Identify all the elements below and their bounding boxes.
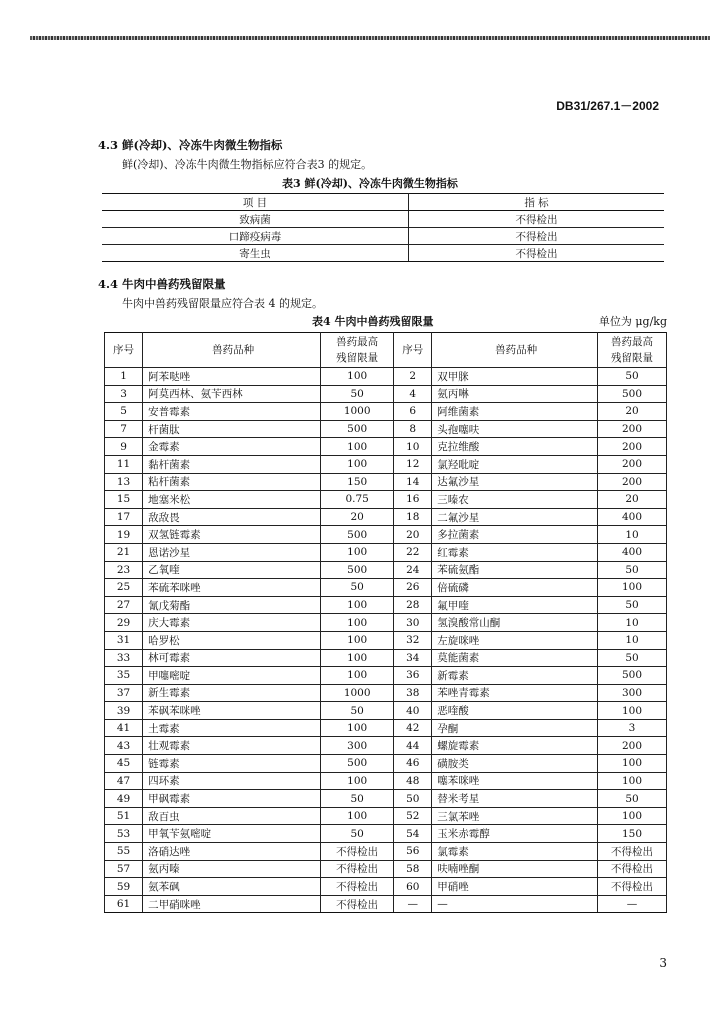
drug-no-left: 25 [105, 579, 143, 597]
drug-limit-right: 10 [598, 526, 667, 544]
table-row [105, 631, 667, 649]
drug-no-left: 3 [105, 385, 143, 403]
drug-limit-left: 50 [321, 790, 394, 808]
table-row [102, 245, 664, 262]
drug-limit-right: 50 [598, 649, 667, 667]
drug-no-right: 30 [394, 614, 432, 632]
drug-name-right: 新霉素 [432, 667, 598, 685]
drug-limit-left: 100 [321, 614, 394, 632]
table-row [105, 579, 667, 597]
drug-name-left: 庆大霉素 [143, 614, 321, 632]
drug-limit-right: 100 [598, 702, 667, 720]
drug-limit-right: 50 [598, 368, 667, 386]
drug-limit-right: 10 [598, 631, 667, 649]
drug-no-left: 53 [105, 825, 143, 843]
drug-no-right: 32 [394, 631, 432, 649]
drug-name-right: — [432, 895, 598, 913]
section-4-3-heading: 4.3 鲜(冷却)、冷冻牛肉微生物指标 [98, 138, 283, 152]
drug-limit-right: — [598, 895, 667, 913]
drug-no-right: 34 [394, 649, 432, 667]
drug-no-left: 31 [105, 631, 143, 649]
drug-name-left: 二甲硝咪唑 [143, 895, 321, 913]
drug-no-right: 60 [394, 878, 432, 896]
header-limit-left [321, 333, 394, 368]
header-name-right: 兽药品种 [432, 333, 598, 368]
drug-limit-left: 150 [321, 473, 394, 491]
drug-name-left: 双氢链霉素 [143, 526, 321, 544]
drug-no-right: 2 [394, 368, 432, 386]
drug-limit-right: 100 [598, 772, 667, 790]
drug-limit-right: 100 [598, 579, 667, 597]
drug-name-left: 恩诺沙星 [143, 543, 321, 561]
document-code: DB31/267.1－2002 [556, 99, 659, 113]
drug-limit-right: 300 [598, 684, 667, 702]
table3-caption: 表3 鲜(冷却)、冷冻牛肉微生物指标 [282, 177, 458, 190]
drug-name-right: 氯羟吡啶 [432, 455, 598, 473]
drug-no-left: 45 [105, 755, 143, 773]
drug-name-right: 左旋咪唑 [432, 631, 598, 649]
drug-limit-right: 100 [598, 755, 667, 773]
table-row [105, 420, 667, 438]
drug-name-left: 氨丙嗪 [143, 860, 321, 878]
drug-no-left: 5 [105, 403, 143, 421]
drug-limit-right: 不得检出 [598, 843, 667, 861]
table-row [105, 596, 667, 614]
drug-name-right: 螺旋霉素 [432, 737, 598, 755]
drug-name-left: 苯硫苯咪唑 [143, 579, 321, 597]
table-row [105, 772, 667, 790]
drug-name-right: 克拉维酸 [432, 438, 598, 456]
drug-name-right: 三氯苯唑 [432, 807, 598, 825]
header-limit-right [598, 333, 667, 368]
drug-limit-right: 50 [598, 790, 667, 808]
header-no-right: 序号 [394, 333, 432, 368]
drug-no-right: 4 [394, 385, 432, 403]
drug-limit-left: 100 [321, 772, 394, 790]
table-row [105, 526, 667, 544]
table3-col-item: 项 目 [102, 194, 409, 211]
drug-limit-right: 400 [598, 543, 667, 561]
table-row [105, 649, 667, 667]
drug-limit-right: 500 [598, 667, 667, 685]
table3 [102, 193, 664, 262]
drug-name-right: 噻苯咪唑 [432, 772, 598, 790]
drug-limit-left: 500 [321, 526, 394, 544]
drug-no-right: 16 [394, 491, 432, 509]
table-row [105, 508, 667, 526]
drug-limit-right: 500 [598, 385, 667, 403]
table-row [105, 614, 667, 632]
table-row [105, 878, 667, 896]
drug-name-right: 多拉菌素 [432, 526, 598, 544]
drug-name-right: 二氟沙星 [432, 508, 598, 526]
drug-limit-left: 300 [321, 737, 394, 755]
table4-unit: 单位为 μg/kg [598, 315, 667, 328]
drug-limit-right: 10 [598, 614, 667, 632]
drug-no-right: 36 [394, 667, 432, 685]
drug-limit-left: 不得检出 [321, 860, 394, 878]
drug-limit-right: 150 [598, 825, 667, 843]
drug-limit-right: 50 [598, 596, 667, 614]
table-row [105, 755, 667, 773]
drug-no-right: 20 [394, 526, 432, 544]
table-row [105, 385, 667, 403]
table-row [105, 737, 667, 755]
drug-name-right: 双甲脒 [432, 368, 598, 386]
drug-name-left: 壮观霉素 [143, 737, 321, 755]
table-row [105, 684, 667, 702]
drug-name-left: 四环素 [143, 772, 321, 790]
drug-name-right: 头孢噻呋 [432, 420, 598, 438]
drug-limit-left: 100 [321, 455, 394, 473]
drug-no-right: 54 [394, 825, 432, 843]
drug-name-left: 敌百虫 [143, 807, 321, 825]
drug-name-left: 黏杆菌素 [143, 455, 321, 473]
table4-header-row [105, 333, 667, 368]
drug-name-left: 杆菌肽 [143, 420, 321, 438]
drug-name-left: 阿莫西林、氨苄西林 [143, 385, 321, 403]
drug-no-right: 14 [394, 473, 432, 491]
drug-name-left: 甲氧苄氨嘧啶 [143, 825, 321, 843]
drug-limit-right: 200 [598, 455, 667, 473]
drug-limit-right: 100 [598, 807, 667, 825]
drug-name-right: 苯唑青霉素 [432, 684, 598, 702]
table-row [105, 667, 667, 685]
header-limit-right-line2: 残留限量 [611, 352, 653, 364]
drug-name-left: 林可霉素 [143, 649, 321, 667]
drug-limit-left: 不得检出 [321, 878, 394, 896]
drug-limit-left: 20 [321, 508, 394, 526]
drug-no-left: 27 [105, 596, 143, 614]
drug-limit-right: 20 [598, 491, 667, 509]
drug-no-left: 59 [105, 878, 143, 896]
drug-no-right: 40 [394, 702, 432, 720]
header-limit-left-line1: 兽药最高 [336, 336, 379, 348]
drug-no-left: 11 [105, 455, 143, 473]
table-row [105, 807, 667, 825]
drug-no-left: 37 [105, 684, 143, 702]
table3-item: 寄生虫 [102, 245, 409, 262]
drug-name-left: 敌敌畏 [143, 508, 321, 526]
drug-limit-left: 不得检出 [321, 895, 394, 913]
drug-limit-right: 200 [598, 473, 667, 491]
table3-index: 不得检出 [409, 211, 665, 228]
drug-limit-left: 50 [321, 825, 394, 843]
drug-name-right: 磺胺类 [432, 755, 598, 773]
drug-limit-left: 100 [321, 667, 394, 685]
table-row [102, 228, 664, 245]
drug-no-left: 55 [105, 843, 143, 861]
drug-name-left: 甲砜霉素 [143, 790, 321, 808]
drug-no-left: 33 [105, 649, 143, 667]
table-row [105, 702, 667, 720]
drug-limit-right: 200 [598, 438, 667, 456]
drug-name-left: 安普霉素 [143, 403, 321, 421]
drug-no-right: 22 [394, 543, 432, 561]
header-name-left: 兽药品种 [143, 333, 321, 368]
drug-no-right: 24 [394, 561, 432, 579]
drug-name-right: 氨丙啉 [432, 385, 598, 403]
table4-caption: 表4 牛肉中兽药残留限量 [312, 315, 434, 328]
drug-no-right: 50 [394, 790, 432, 808]
drug-limit-left: 1000 [321, 403, 394, 421]
table-row [105, 790, 667, 808]
drug-name-left: 土霉素 [143, 719, 321, 737]
header-limit-left-line2: 残留限量 [336, 352, 379, 364]
drug-no-left: 9 [105, 438, 143, 456]
drug-no-left: 49 [105, 790, 143, 808]
drug-no-left: 43 [105, 737, 143, 755]
drug-name-right: 氢溴酸常山酮 [432, 614, 598, 632]
drug-no-left: 39 [105, 702, 143, 720]
table-row [105, 860, 667, 878]
drug-limit-left: 100 [321, 807, 394, 825]
drug-name-left: 链霉素 [143, 755, 321, 773]
drug-no-left: 41 [105, 719, 143, 737]
drug-limit-left: 50 [321, 385, 394, 403]
drug-name-right: 替米考星 [432, 790, 598, 808]
table4-body [105, 368, 667, 913]
drug-no-left: 13 [105, 473, 143, 491]
drug-no-right: 6 [394, 403, 432, 421]
drug-no-left: 51 [105, 807, 143, 825]
drug-limit-left: 1000 [321, 684, 394, 702]
drug-name-left: 乙氧喹 [143, 561, 321, 579]
drug-limit-right: 20 [598, 403, 667, 421]
drug-limit-left: 50 [321, 579, 394, 597]
table-row [105, 455, 667, 473]
drug-name-right: 达氟沙星 [432, 473, 598, 491]
table-row [105, 719, 667, 737]
section-4-4-paragraph: 牛肉中兽药残留限量应符合表 4 的规定。 [122, 297, 323, 310]
drug-no-left: 23 [105, 561, 143, 579]
drug-name-left: 地塞米松 [143, 491, 321, 509]
drug-name-left: 粘杆菌素 [143, 473, 321, 491]
drug-limit-left: 500 [321, 561, 394, 579]
drug-no-left: 7 [105, 420, 143, 438]
drug-limit-right: 3 [598, 719, 667, 737]
drug-name-left: 金霉素 [143, 438, 321, 456]
drug-no-left: 15 [105, 491, 143, 509]
drug-no-left: 21 [105, 543, 143, 561]
drug-no-right: — [394, 895, 432, 913]
drug-limit-left: 100 [321, 596, 394, 614]
section-4-4-heading: 4.4 牛肉中兽药残留限量 [98, 277, 226, 291]
drug-limit-left: 100 [321, 631, 394, 649]
drug-name-right: 呋喃唑酮 [432, 860, 598, 878]
drug-limit-right: 200 [598, 420, 667, 438]
drug-no-right: 42 [394, 719, 432, 737]
drug-no-left: 35 [105, 667, 143, 685]
drug-name-left: 哈罗松 [143, 631, 321, 649]
drug-no-left: 61 [105, 895, 143, 913]
drug-no-right: 38 [394, 684, 432, 702]
table-row [105, 561, 667, 579]
drug-no-right: 44 [394, 737, 432, 755]
drug-no-right: 18 [394, 508, 432, 526]
drug-name-right: 恶喹酸 [432, 702, 598, 720]
table3-index: 不得检出 [409, 245, 665, 262]
drug-no-right: 10 [394, 438, 432, 456]
table-row [105, 438, 667, 456]
drug-name-left: 洛硝达唑 [143, 843, 321, 861]
page-number: 3 [659, 956, 667, 970]
drug-limit-left: 100 [321, 543, 394, 561]
table-row [105, 403, 667, 421]
drug-name-left: 甲噻嘧啶 [143, 667, 321, 685]
table4 [104, 332, 667, 913]
table-row [105, 491, 667, 509]
drug-no-left: 57 [105, 860, 143, 878]
drug-no-right: 12 [394, 455, 432, 473]
table-row [105, 843, 667, 861]
drug-name-left: 新生霉素 [143, 684, 321, 702]
drug-limit-left: 0.75 [321, 491, 394, 509]
drug-no-right: 56 [394, 843, 432, 861]
drug-name-right: 阿维菌素 [432, 403, 598, 421]
drug-name-right: 甲硝唑 [432, 878, 598, 896]
drug-name-left: 氰戊菊酯 [143, 596, 321, 614]
table-row [105, 473, 667, 491]
header-no-left: 序号 [105, 333, 143, 368]
drug-name-right: 三嗪农 [432, 491, 598, 509]
drug-limit-left: 500 [321, 755, 394, 773]
drug-limit-left: 100 [321, 368, 394, 386]
drug-limit-right: 不得检出 [598, 860, 667, 878]
drug-no-left: 47 [105, 772, 143, 790]
drug-limit-left: 50 [321, 702, 394, 720]
drug-name-right: 红霉素 [432, 543, 598, 561]
drug-name-right: 氟甲喹 [432, 596, 598, 614]
drug-name-left: 阿苯哒唑 [143, 368, 321, 386]
drug-limit-right: 50 [598, 561, 667, 579]
drug-name-right: 氯霉素 [432, 843, 598, 861]
drug-name-right: 倍硫磷 [432, 579, 598, 597]
drug-name-right: 玉米赤霉醇 [432, 825, 598, 843]
table3-item: 口蹄疫病毒 [102, 228, 409, 245]
drug-name-left: 氨苯砜 [143, 878, 321, 896]
section-4-3-paragraph: 鲜(冷却)、冷冻牛肉微生物指标应符合表3 的规定。 [122, 158, 373, 171]
drug-no-left: 19 [105, 526, 143, 544]
drug-no-right: 46 [394, 755, 432, 773]
table3-col-index: 指 标 [409, 194, 665, 211]
drug-name-right: 莫能菌素 [432, 649, 598, 667]
drug-name-right: 苯硫氨酯 [432, 561, 598, 579]
drug-no-right: 52 [394, 807, 432, 825]
drug-limit-right: 200 [598, 737, 667, 755]
drug-no-left: 1 [105, 368, 143, 386]
drug-no-right: 58 [394, 860, 432, 878]
table3-header-row [102, 194, 664, 211]
drug-limit-left: 100 [321, 438, 394, 456]
table-row [105, 368, 667, 386]
drug-no-right: 48 [394, 772, 432, 790]
table3-index: 不得检出 [409, 228, 665, 245]
drug-no-left: 17 [105, 508, 143, 526]
table3-item: 致病菌 [102, 211, 409, 228]
drug-name-left: 苯砜苯咪唑 [143, 702, 321, 720]
drug-no-right: 8 [394, 420, 432, 438]
drug-no-right: 28 [394, 596, 432, 614]
table-row [105, 895, 667, 913]
drug-limit-left: 100 [321, 719, 394, 737]
drug-no-left: 29 [105, 614, 143, 632]
header-limit-right-line1: 兽药最高 [611, 336, 653, 348]
table-row [105, 825, 667, 843]
drug-name-right: 孕酮 [432, 719, 598, 737]
drug-limit-left: 不得检出 [321, 843, 394, 861]
table-row [105, 543, 667, 561]
drug-no-right: 26 [394, 579, 432, 597]
drug-limit-left: 100 [321, 649, 394, 667]
drug-limit-right: 不得检出 [598, 878, 667, 896]
drug-limit-right: 400 [598, 508, 667, 526]
drug-limit-left: 500 [321, 420, 394, 438]
table-row [102, 211, 664, 228]
header-rule [30, 36, 710, 40]
